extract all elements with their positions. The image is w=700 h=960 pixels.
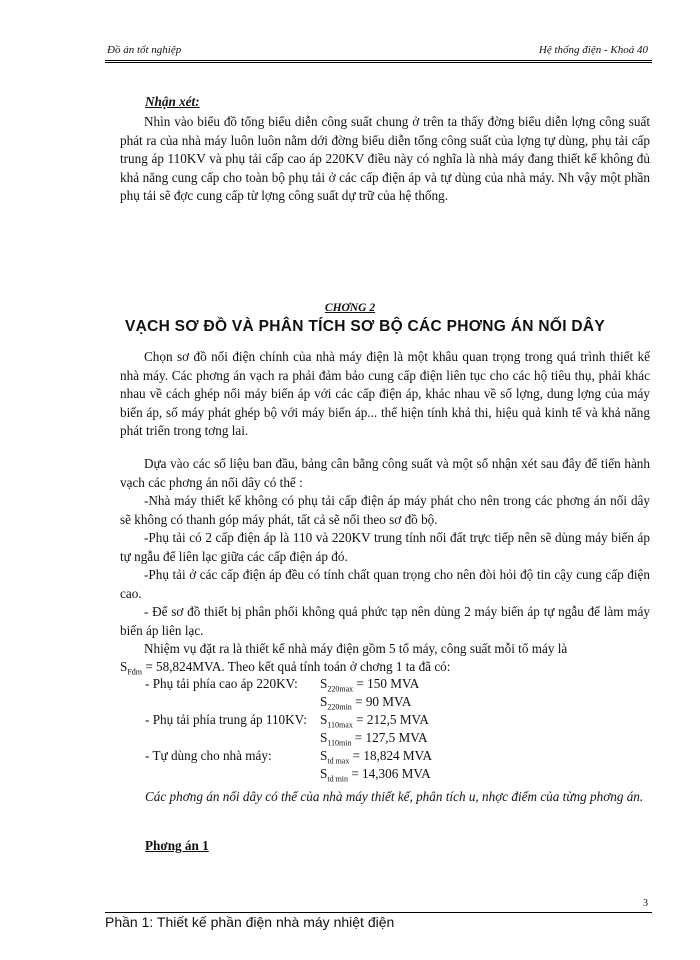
paragraph-intro: Chọn sơ đồ nối điện chính của nhà máy điện là một khâu quan trọng trong quá trình thiết kế nhà máy. Các phơng án vạch ra phải đảm bảo cung cấp điện liên tục cho các hộ tiêu thụ, phải khác nhau về cách ghép nối máy biến áp với các cấp điện áp, khác nhau về số lợng, dung lợng của máy biến áp, số máy phát ghép bộ với máy biến áp... thể hiện tính khả thi, hiệu quả kinh tế và khả năng phát triển trong tơng lai. (120, 349, 650, 439)
remark-paragraph: Nhìn vào biểu đồ tổng biểu diễn công suất chung ở trên ta thấy đờng biểu diễn lợng công suất phát ra của nhà máy luôn luôn nằm dới đờng biểu diễn tổng công suất của lợng tự dùng, phụ tải cấp trung áp 110KV và phụ tải cấp cao áp 220KV điều này có nghĩa là nhà máy đang thiết kế không đủ khả năng cung cấp cho toàn bộ phụ tải ở các cấp điện áp và tự dùng của nhà máy. Nh vậy một phần phụ tải sẽ đợc cung cấp từ lợng công suất dự trữ của hệ thống. (120, 114, 650, 204)
header-right: Hệ thống điện - Khoá 40 (538, 44, 648, 56)
paragraph-basis: Dựa vào các số liệu ban đầu, bảng cân bằng công suất và một số nhận xét sau đây để tiến hành vạch các phơng án nối dây có thể : (120, 456, 650, 490)
task-result: = 58,824MVA. Theo kết quả tính toán ở chơng 1 ta đã có: (142, 659, 451, 674)
paragraph-point-3: -Phụ tải ở các cấp điện áp đều có tính chất quan trọng cho nên đòi hỏi độ tin cậy cung cấp điện cao. (120, 567, 650, 601)
chapter-title: VẠCH SƠ ĐỒ VÀ PHÂN TÍCH SƠ BỘ CÁC PHƠNG ÁN NỐI DÂY (124, 318, 606, 335)
italic-note: Các phơng án nối dây có thể của nhà máy thiết kế, phân tích u, nhợc điểm của từng phơng án. (145, 789, 644, 804)
load-value: $S_{220min} = 90$ MVA (320, 694, 412, 712)
footer-text: Phần 1: Thiết kế phần điện nhà máy nhiệt điện (105, 914, 395, 930)
paragraph-task: Nhiệm vụ đặt ra là thiết kế nhà máy điện gồm 5 tổ máy, công suất mỗi tổ máy là (144, 641, 568, 656)
header-left: Đồ án tốt nghiệp (107, 44, 182, 56)
load-value: $S_{td min} = 14,306$ MVA (320, 766, 431, 784)
load-value: $S_{110max} = 212,5$ MVA (320, 712, 429, 730)
paragraph-point-2: -Phụ tải có 2 cấp điện áp là 110 và 220KV trung tính nối đất trực tiếp nên sẽ dùng máy biến áp tự ngẫu để liên lạc giữa các cấp điện áp đó. (120, 530, 650, 564)
load-value: $S_{110min} = 127,5$ MVA (320, 730, 428, 748)
header-rule (105, 60, 652, 63)
chapter-label: CHƠNG 2 (324, 302, 376, 314)
load-value: $S_{td max} = 18,824$ MVA (320, 748, 433, 766)
symbol-s: S (120, 659, 128, 674)
paragraph-point-1: -Nhà máy thiết kế không có phụ tải cấp điện áp máy phát cho nên trong các phơng án nối dây sẽ không có thanh góp máy phát, tất cả sẽ nối theo sơ đồ bộ. (120, 493, 650, 527)
symbol-sub: Fđm (127, 667, 143, 677)
load-label: - Phụ tải phía trung áp 110KV: (145, 712, 307, 727)
remark-label: Nhận xét: (145, 94, 200, 109)
load-label: - Tự dùng cho nhà máy: (145, 748, 272, 763)
option-heading: Phơng án 1 (145, 838, 209, 853)
load-value: $S_{220max} = 150$ MVA (320, 676, 420, 694)
load-label: - Phụ tải phía cao áp 220KV: (145, 676, 298, 691)
paragraph-point-4: - Để sơ đồ thiết bị phân phối không quá phức tạp nên dùng 2 máy biến áp tự ngẫu để làm máy biến áp liên lạc. (120, 604, 650, 638)
footer-rule (105, 912, 652, 913)
page-number: 3 (643, 898, 648, 909)
